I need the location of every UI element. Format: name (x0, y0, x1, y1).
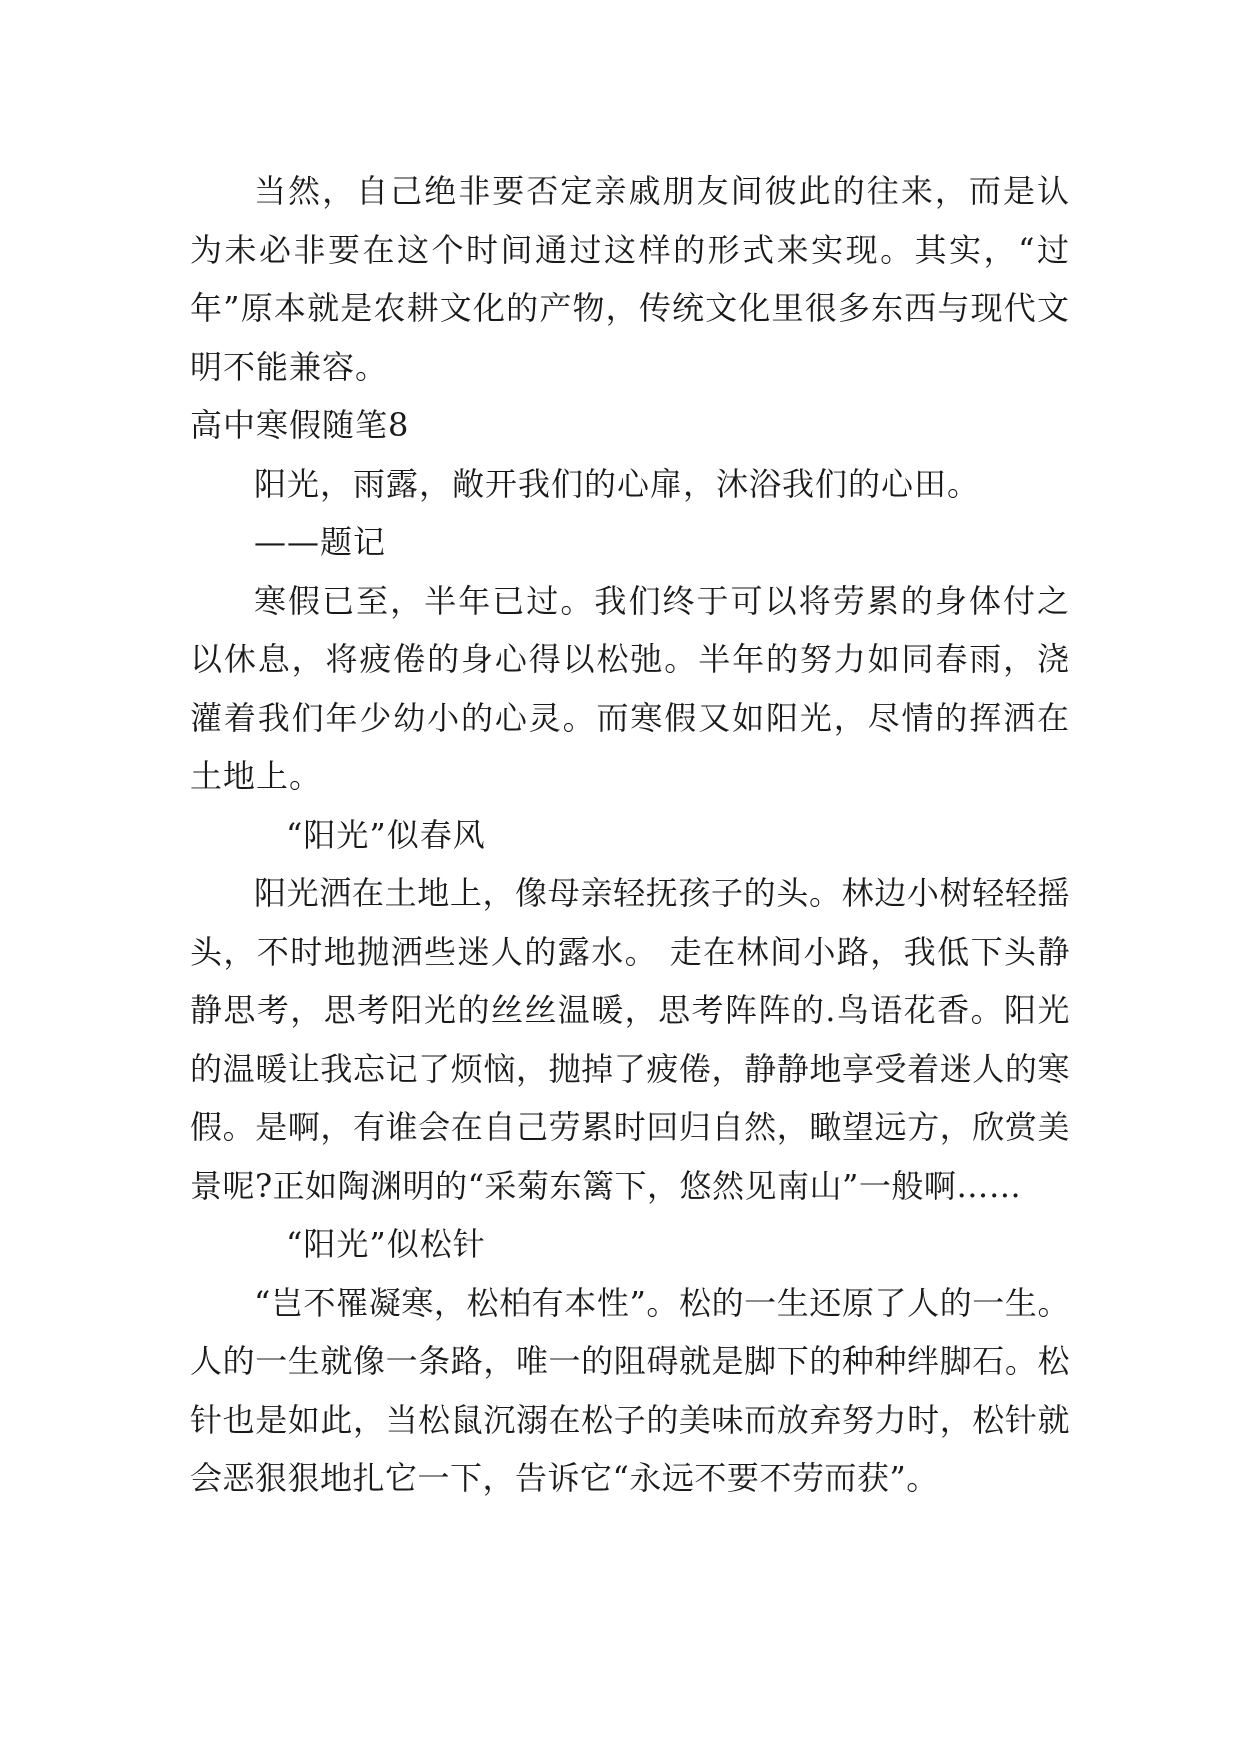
epigraph-attribution: ——题记 (254, 523, 387, 561)
paragraph-opening: 寒假已至，半年已过。我们终于可以将劳累的身体付之以休息，将疲倦的身心得以松弛。半年的努力如同春雨，浇灌着我们年少幼小的心灵。而寒假又如阳光，尽情的挥洒在土地上。 (190, 581, 1070, 795)
section-heading-spring-wind: “阳光”似春风 (286, 815, 486, 854)
paragraph-pine-needle: “岂不罹凝寒，松柏有本性”。松的一生还原了人的一生。人的一生就像一条路，唯一的阻碍就是脚下的种种绊脚石。松针也是如此，当松鼠沉溺在松子的美味而放弃努力时，松针就会恶狠狠地扎它一下，告诉它“永远不要不劳而获”。 (190, 1283, 1070, 1497)
document-body (190, 162, 1070, 1508)
paragraph-intro: 当然，自己绝非要否定亲戚朋友间彼此的往来，而是认为未必非要在这个时间通过这样的形式来实现。其实，“过年”原本就是农耕文化的产物，传统文化里很多东西与现代文明不能兼容。 (190, 172, 1070, 386)
epigraph: 阳光，雨露，敞开我们的心扉，沐浴我们的心田。 (254, 464, 981, 503)
section-heading-pine-needle: “阳光”似松针 (286, 1225, 486, 1263)
essay-title: 高中寒假随笔8 (190, 406, 410, 444)
paragraph-spring-wind: 阳光洒在土地上，像母亲轻抚孩子的头。林边小树轻轻摇头，不时地抛洒些迷人的露水。 走在林间小路，我低下头静静思考，思考阳光的丝丝温暖，思考阵阵的.鸟语花香。阳光的温暖让我忘记了烦恼，抛掉了疲倦，静静地享受着迷人的寒假。是啊，有谁会在自己劳累时回归自然，瞰望远方，欣赏美景呢?正如陶渊明的“采菊东篱下，悠然见南山”一般啊…… (190, 874, 1070, 1205)
